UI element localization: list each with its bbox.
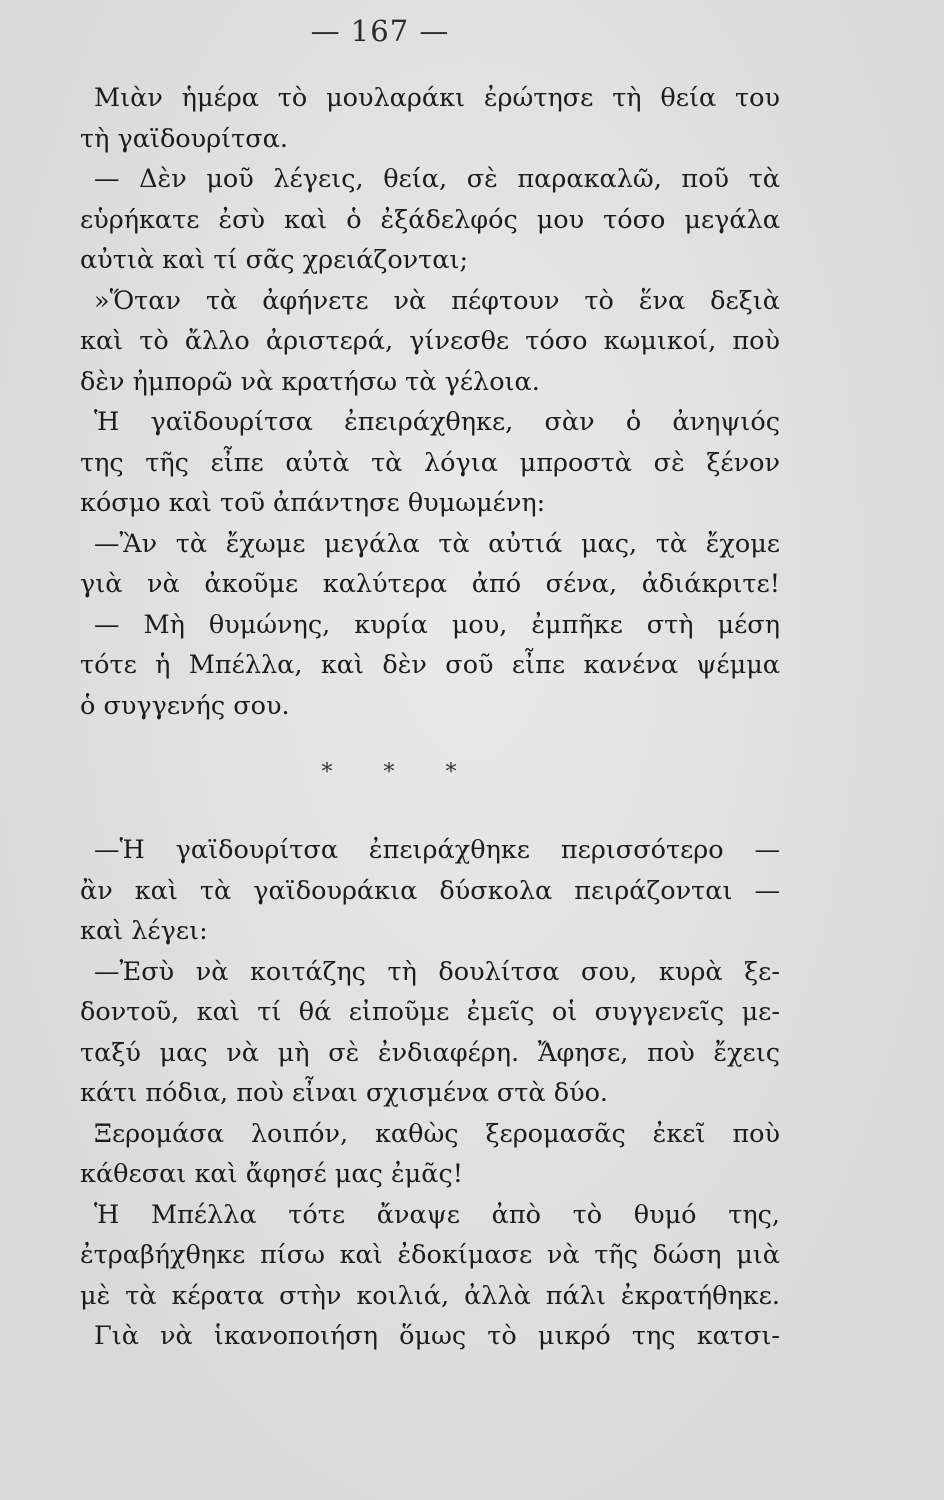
- text-line: κόσμο καὶ τοῦ ἀπάντησε θυμωμένη:: [80, 488, 546, 518]
- text-line: δὲν ἠμπορῶ νὰ κρατήσω τὰ γέλοια.: [80, 366, 540, 397]
- text-line: — Δὲν μοῦ λέγεις, θεία, σὲ παρακαλῶ, ποῦ τὰ: [94, 164, 780, 194]
- text-line: —Ἂν τὰ ἔχωμε μεγάλα τὰ αὐτιά μας, τὰ ἔχομε: [94, 528, 780, 559]
- text-line: ἐτραβήχθηκε πίσω καὶ ἐδοκίμασε νὰ τῆς δώση μιὰ: [80, 1240, 780, 1270]
- section-separator: * * *: [321, 760, 479, 785]
- text-line: εὑρήκατε ἐσὺ καὶ ὁ ἐξάδελφός μου τόσο μεγάλα: [80, 204, 780, 235]
- paragraph-block-2: [80, 830, 780, 1357]
- text-line: κάθεσαι καὶ ἄφησέ μας ἐμᾶς!: [80, 1159, 463, 1189]
- paragraph-block-1: [80, 78, 780, 726]
- text-line: τότε ἡ Μπέλλα, καὶ δὲν σοῦ εἶπε κανένα ψέμμα: [80, 650, 780, 680]
- text-line: —Ἡ γαϊδουρίτσα ἐπειράχθηκε περισσότερο —: [94, 835, 780, 865]
- page-number: — 167 —: [310, 14, 450, 48]
- text-line: μὲ τὰ κέρατα στὴν κοιλιά, ἀλλὰ πάλι ἐκρατήθηκε.: [80, 1280, 780, 1311]
- text-line: τὴ γαϊδουρίτσα.: [80, 123, 288, 154]
- text-line: καὶ λέγει:: [80, 916, 208, 946]
- text-line: Ἡ γαϊδουρίτσα ἐπειράχθηκε, σὰν ὁ ἀνηψιός: [94, 407, 780, 437]
- text-line: — Μὴ θυμώνης, κυρία μου, ἐμπῆκε στὴ μέση: [94, 609, 780, 640]
- text-line: γιὰ νὰ ἀκοῦμε καλύτερα ἀπό σένα, ἀδιάκριτε!: [80, 569, 780, 599]
- text-line: Μιὰν ἡμέρα τὸ μουλαράκι ἐρώτησε τὴ θεία του: [94, 83, 780, 113]
- text-line: »Ὅταν τὰ ἀφήνετε νὰ πέφτουν τὸ ἕνα δεξιὰ: [94, 285, 780, 316]
- text-line: Γιὰ νὰ ἱκανοποιήση ὅμως τὸ μικρό της κατσι-: [94, 1321, 780, 1351]
- text-line: Ξερομάσα λοιπόν, καθὼς ξερομασᾶς ἐκεῖ ποὺ: [94, 1118, 780, 1149]
- text-line: της τῆς εἶπε αὐτὰ τὰ λόγια μπροστὰ σὲ ξένον: [80, 447, 780, 478]
- text-line: ὁ συγγενής σου.: [80, 690, 290, 721]
- text-line: καὶ τὸ ἄλλο ἀριστερά, γίνεσθε τόσο κωμικοί, ποὺ: [80, 326, 780, 356]
- text-line: ἂν καὶ τὰ γαϊδουράκια δύσκολα πειράζονται —: [80, 875, 780, 906]
- text-line: ταξύ μας νὰ μὴ σὲ ἐνδιαφέρη. Ἄφησε, ποὺ ἔχεις: [80, 1037, 780, 1068]
- text-line: κάτι πόδια, ποὺ εἶναι σχισμένα στὰ δύο.: [80, 1078, 609, 1108]
- text-line: Ἡ Μπέλλα τότε ἄναψε ἀπὸ τὸ θυμό της,: [94, 1199, 780, 1230]
- text-line: αὐτιὰ καὶ τί σᾶς χρειάζονται;: [80, 245, 469, 275]
- text-line: δοντοῦ, καὶ τί θά εἰποῦμε ἐμεῖς οἱ συγγενεῖς με-: [80, 997, 780, 1027]
- text-line: —Ἐσὺ νὰ κοιτάζης τὴ δουλίτσα σου, κυρὰ ξε-: [94, 956, 780, 987]
